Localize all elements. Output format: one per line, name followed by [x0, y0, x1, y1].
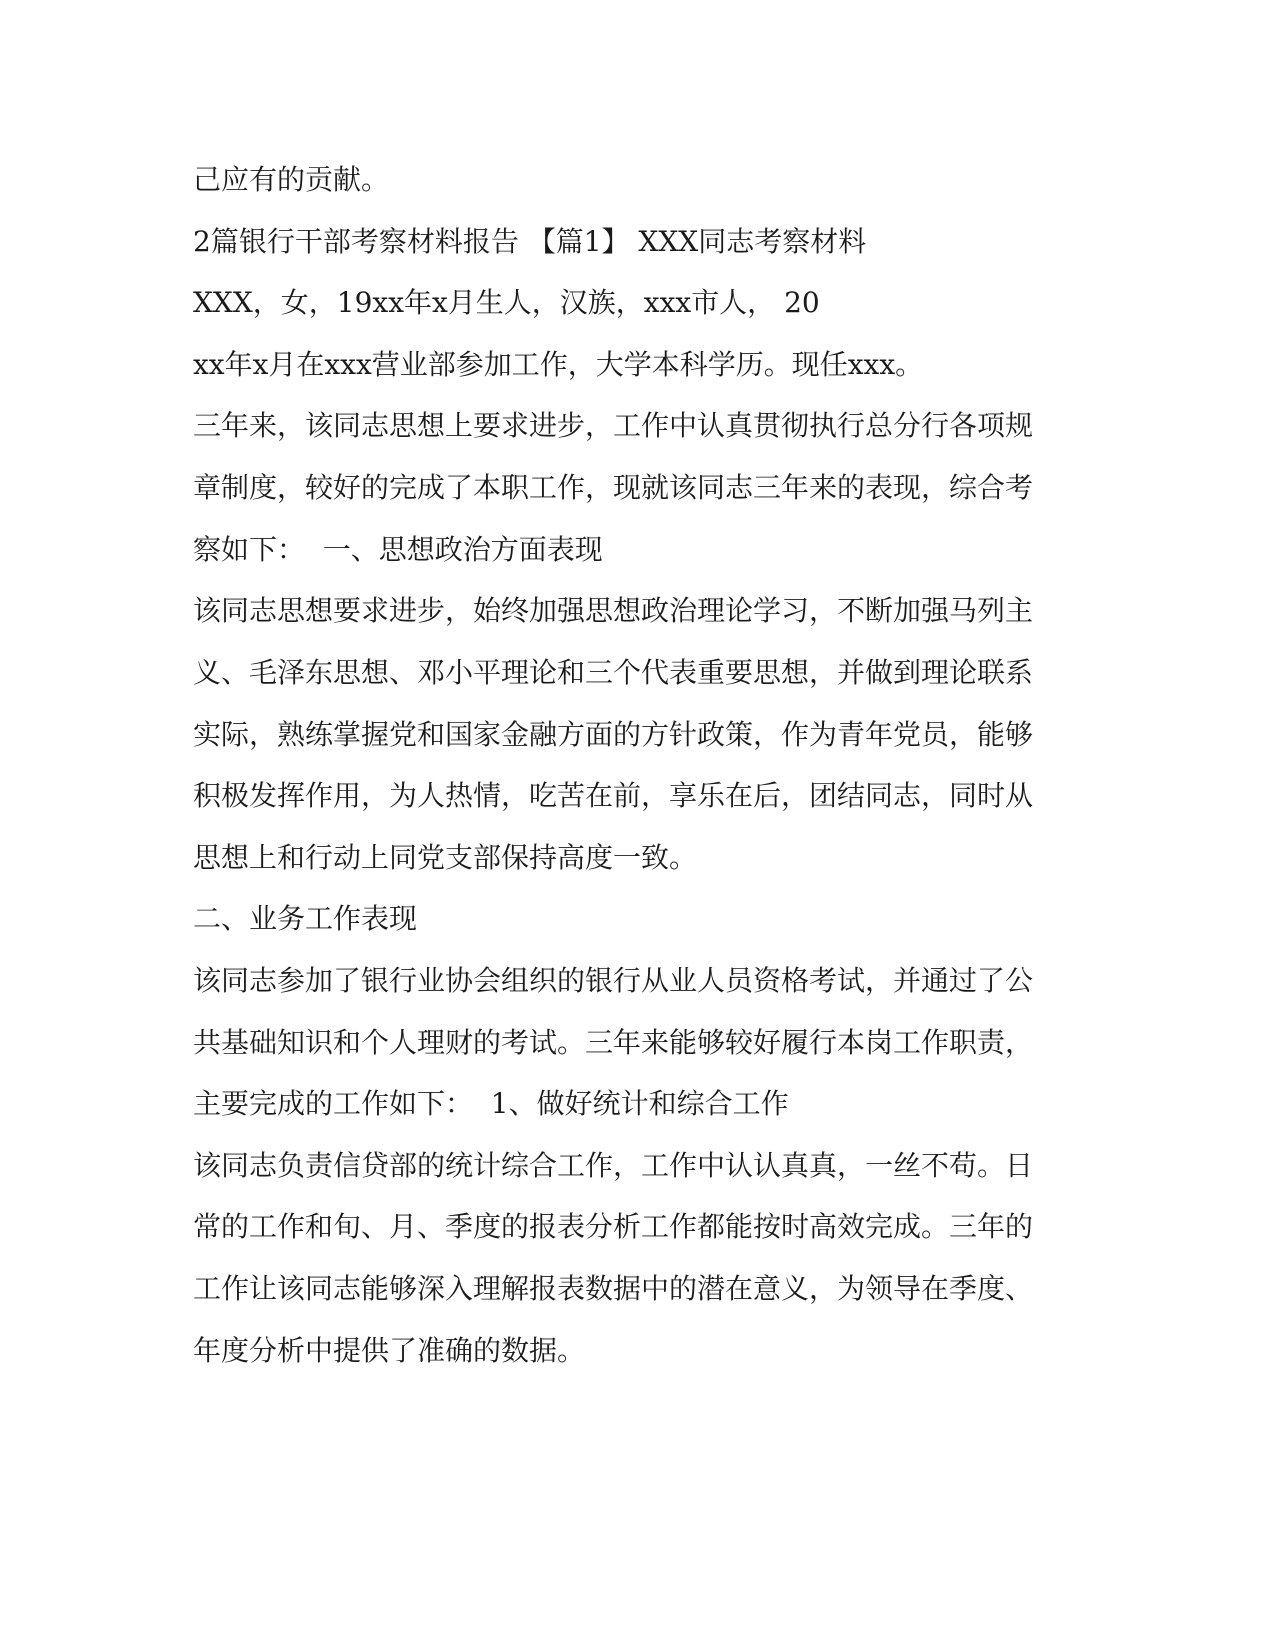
text-line: 章制度，较好的完成了本职工作，现就该同志三年来的表现，综合考	[193, 471, 1034, 504]
text-line: 该同志思想要求进步，始终加强思想政治理论学习，不断加强马列主	[193, 594, 1034, 627]
text-line: 2篇银行干部考察材料报告 【篇1】 XXX同志考察材料	[193, 225, 867, 258]
text-line: xx年x月在xxx营业部参加工作，大学本科学历。现任xxx。	[193, 348, 924, 381]
text-line: 义、毛泽东思想、邓小平理论和三个代表重要思想，并做到理论联系	[193, 656, 1034, 689]
text-line: 工作让该同志能够深入理解报表数据中的潜在意义，为领导在季度、	[193, 1272, 1034, 1305]
section-heading: 二、业务工作表现	[193, 902, 418, 935]
text-line: 主要完成的工作如下： 1、做好统计和综合工作	[193, 1087, 789, 1120]
text-line: 实际，熟练掌握党和国家金融方面的方针政策，作为青年党员，能够	[193, 718, 1034, 751]
text-line: 己应有的贡献。	[193, 163, 390, 196]
text-line: 共基础知识和个人理财的考试。三年来能够较好履行本岗工作职责，	[193, 1026, 1034, 1059]
text-line: 积极发挥作用，为人热情，吃苦在前，享乐在后，团结同志，同时从	[193, 779, 1034, 812]
text-line: 常的工作和旬、月、季度的报表分析工作都能按时高效完成。三年的	[193, 1210, 1034, 1243]
text-line: 察如下： 一、思想政治方面表现	[193, 533, 603, 566]
text-line: 该同志参加了银行业协会组织的银行从业人员资格考试，并通过了公	[193, 964, 1034, 997]
text-line: 三年来，该同志思想上要求进步，工作中认真贯彻执行总分行各项规	[193, 409, 1034, 442]
text-line: 该同志负责信贷部的统计综合工作，工作中认认真真，一丝不苟。日	[193, 1149, 1034, 1182]
text-line: 年度分析中提供了准确的数据。	[193, 1334, 586, 1367]
text-line: XXX，女，19xx年x月生人，汉族，xxx市人， 20	[193, 286, 820, 319]
text-line: 思想上和行动上同党支部保持高度一致。	[193, 841, 698, 874]
